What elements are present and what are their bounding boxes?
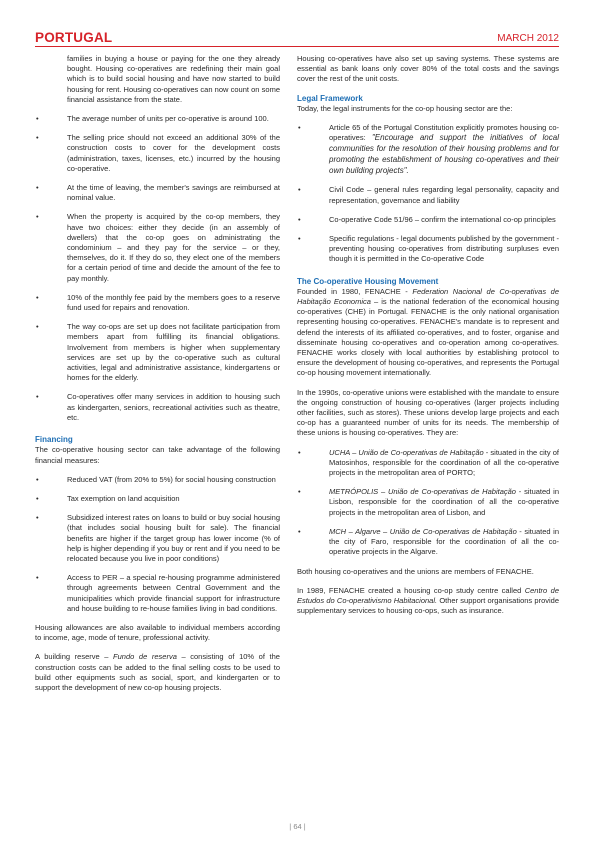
list-item: • Reduced VAT (from 20% to 5%) for social housing construction — [35, 475, 280, 485]
left-column — [35, 54, 280, 702]
movement-heading: The Co-operative Housing Movement — [297, 276, 439, 286]
header-country: PORTUGAL — [35, 30, 113, 45]
list-item: • The way co-ops are set up does not facilitate participation from members apart from fulfilling its financial obligations. Involvement from members is higher when supplementary services are set up by the co-operative such as cultural activities, legal and administrative assistance, kindergartens or homes for the elderly. — [35, 322, 280, 383]
list-item: • Co-operatives offer many services in addition to housing such as kindergarten, seniors, recreational activities such as theatre, etc. — [35, 392, 280, 423]
financing-intro: The co-operative housing sector can take advantage of the following financial measures: — [35, 445, 280, 465]
allowances-paragraph: Housing allowances are also available to individual members according to income, age, mode of tenure, professional activity. — [35, 622, 280, 643]
financing-list — [35, 475, 280, 614]
legal-intro: Today, the legal instruments for the co-op housing sector are the: — [297, 103, 513, 113]
features-list — [35, 114, 280, 423]
unions-list — [297, 448, 559, 558]
list-item: • UCHA – União de Co-operativas de Habitação - situated in the city of Matosinhos, responsible for the coordination of all the co-operative projects in the metropolitan area of PORTO; — [297, 448, 559, 479]
list-item: • Co-operative Code 51/96 – confirm the international co-op principles — [297, 215, 559, 225]
nineties-paragraph: In the 1990s, co-operative unions were established with the mandate to ensure the ongoing construction of housing co-operatives (larger projects including other facilities, such as stores). These unions develop large projects and each co-op has a guaranteed number of units for its needs. The membership of these unions is housing co-operatives. They are: — [297, 387, 559, 438]
list-item: • The selling price should not exceed an additional 30% of the construction costs to cover for the development costs (administration, taxes, licenses, etc.) incurred by the housing co-operative. — [35, 133, 280, 174]
financing-heading: Financing — [35, 435, 73, 445]
movement-paragraph: Founded in 1980, FENACHE - Federation Nacional de Co-operativas de Habitação Economica – is the national federation of the economical housing co-operatives (CHE) in Portugal. FENACHE is the only national organisation representing housing co-operatives. FENACHE's mandate is to represent and defend the interests of its affiliated co-operatives, and to foster, organise and disseminate housing co-operatives and co-operation among co-operatives. FENACHE works closely with local authorities by establishing protocol to ensure the development of housing co-operatives, and represents the Portugal co-op housing movement internationally. — [297, 286, 560, 378]
header-date: MARCH 2012 — [497, 33, 559, 44]
header-rule — [35, 46, 559, 47]
list-item: • Subsidized interest rates on loans to build or buy social housing (that includes social housing built for sale). The financial benefits are higher if the target group has lower income (% of help is higher depending if you buy or rent and if you need to be relocated because you live in poor conditions) — [35, 513, 280, 564]
list-item: • The average number of units per co-operative is around 100. — [35, 114, 280, 124]
list-item: • Civil Code – general rules regarding legal personality, capacity and representation, governance and liability — [297, 185, 559, 205]
list-item: • When the property is acquired by the co-op members, they have two choices: either they decide (in an assembly of dwellers) that the co-op goes on administrating the condominium – and they pay for the service – or they, themselves, do it. If they do so, they elect one of the members for a certain period of time and decide the amount of the fee to pay monthly. — [35, 212, 280, 283]
members-paragraph: Both housing co-operatives and the unions are members of FENACHE. — [297, 566, 534, 576]
list-item: • Specific regulations - legal documents published by the government - preventing housing co-operatives from distributing surpluses even though it is permitted in the Co-operative Code — [297, 234, 559, 265]
reserve-paragraph: A building reserve – Fundo de reserva – consisting of 10% of the construction costs can be added to the final selling costs to be used to build other equipments such as social, sport, and kindergarten or to support the development of new co-op housing projects. — [35, 652, 280, 692]
page-number: | 64 | — [289, 822, 306, 831]
savings-paragraph: Housing co-operatives have also set up saving systems. These systems are essential as bank loans only cover 80% of the total costs and the savings cover the rest of the unit costs. — [297, 54, 559, 84]
study-centre-paragraph: In 1989, FENACHE created a housing co-op study centre called Centro de Estudos do Co-operativismo Habitacional. Other support organisations provide supplementary services to housing co-ops, such as insurance. — [297, 585, 559, 616]
constitution-quote: "Encourage and support the initiatives of local communities for the resolution of their housing problems and for promoting the establishment of housing co-operatives and their own building projects". — [329, 133, 559, 175]
list-item: • METRÓPOLIS – União de Co-operativas de Habitação - situated in Lisbon, responsible for the coordination of all the co-operative projects in the metropolitan area of Lisbon, and — [297, 487, 559, 518]
legal-list — [297, 123, 559, 265]
legal-heading: Legal Framework — [297, 93, 363, 103]
continued-paragraph: families in buying a house or paying for the one they already bought. Housing co-operatives are redefining their main goal which is to build social housing and have now started to build housing for rent. Housing co-operatives can now count on some financial assistance from the state. — [67, 54, 280, 104]
right-column — [297, 54, 559, 625]
list-item: • 10% of the monthly fee paid by the members goes to a reserve fund used for repairs and renovation. — [35, 293, 280, 313]
list-item: • Access to PER – a special re-housing programme administered through agreements between Central Government and the municipalities which provide financial support for infrastructure and house building to re-house families living in bad conditions. — [35, 573, 280, 614]
list-item: • Tax exemption on land acquisition — [35, 494, 280, 504]
list-item: • Article 65 of the Portugal Constitution explicitly promotes housing co-operatives: "Encourage and support the initiatives of local communities for the resolution of their housing problems and for promoting the establishment of housing co-operatives and their own building projects". — [297, 123, 559, 176]
list-item: • At the time of leaving, the member's savings are reimbursed at nominal value. — [35, 183, 280, 203]
list-item: • MCH – Algarve – União de Co-operativas de Habitação - situated in the city of Faro, responsible for the coordination of all the co-operative projects in the Algarve. — [297, 527, 559, 558]
